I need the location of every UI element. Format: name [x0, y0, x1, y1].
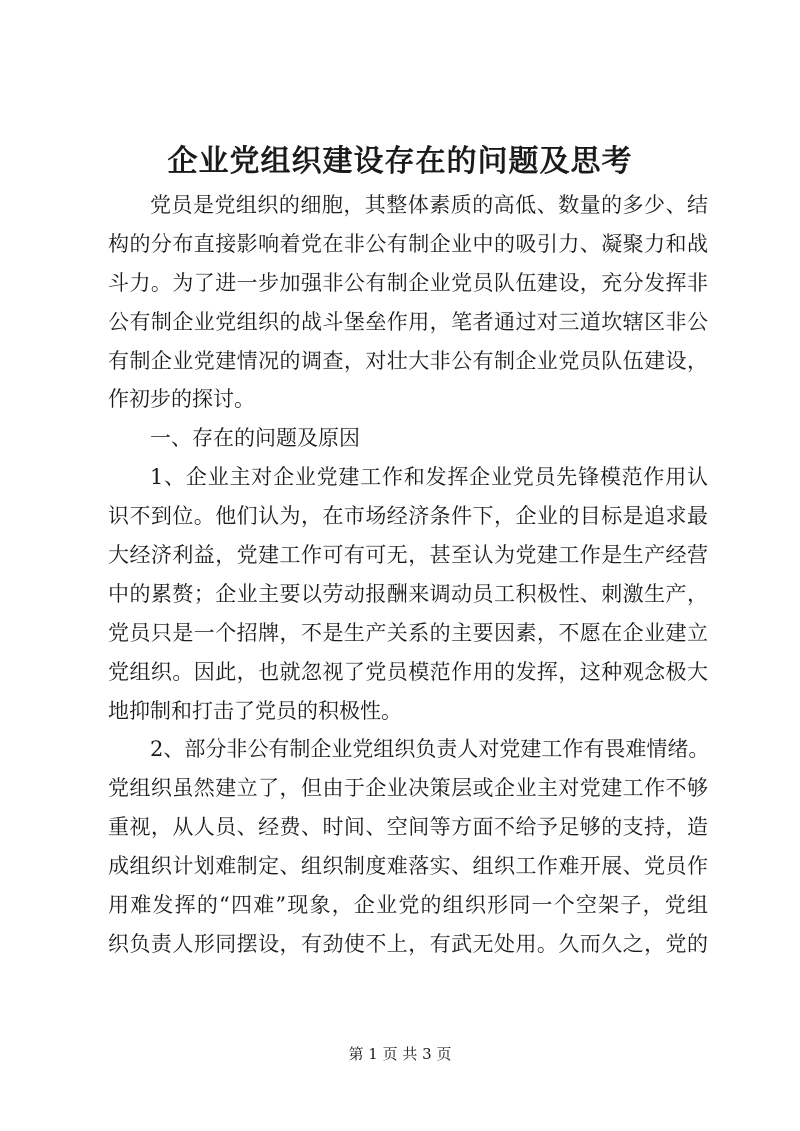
- paragraph-line: 党组织。因此，也就忽视了党员模范作用的发挥，这种观念极大: [108, 659, 708, 684]
- paragraph-line: 有制企业党建情况的调查，对壮大非公有制企业党员队伍建设，: [108, 348, 708, 373]
- paragraph-line: 织负责人形同摆设，有劲使不上，有武无处用。久而久之，党的: [108, 931, 708, 956]
- paragraph-line: 用难发挥的“四难”现象，企业党的组织形同一个空架子，党组: [108, 893, 708, 918]
- document-title: 企业党组织建设存在的问题及思考: [167, 144, 633, 179]
- paragraph-line: 公有制企业党组织的战斗堡垒作用，笔者通过对三道坎辖区非公: [108, 309, 708, 334]
- paragraph-line: 识不到位。他们认为，在市场经济条件下，企业的目标是追求最: [108, 504, 708, 529]
- paragraph-line: 大经济利益，党建工作可有可无，甚至认为党建工作是生产经营: [108, 543, 708, 568]
- section-heading: 一、存在的问题及原因: [150, 426, 360, 451]
- paragraph-line: 党组织虽然建立了，但由于企业决策层或企业主对党建工作不够: [108, 776, 708, 801]
- paragraph-line: 作初步的探讨。: [108, 387, 255, 412]
- paragraph-line: 重视，从人员、经费、时间、空间等方面不给予足够的支持，造: [108, 815, 708, 840]
- paragraph-line: 中的累赘；企业主要以劳动报酬来调动员工积极性、刺激生产，: [108, 581, 708, 606]
- page-footer: 第 1 页 共 3 页: [348, 1045, 452, 1063]
- paragraph-line: 斗力。为了进一步加强非公有制企业党员队伍建设，充分发挥非: [108, 270, 708, 295]
- document-body: [108, 186, 708, 964]
- paragraph-line: 地抑制和打击了党员的积极性。: [108, 698, 402, 723]
- paragraph-line: 成组织计划难制定、组织制度难落实、组织工作难开展、党员作: [108, 854, 708, 879]
- paragraph-line: 党员是党组织的细胞，其整体素质的高低、数量的多少、结: [150, 193, 708, 217]
- paragraph-line: 1、企业主对企业党建工作和发挥企业党员先锋模范作用认: [150, 465, 708, 490]
- paragraph-line: 构的分布直接影响着党在非公有制企业中的吸引力、凝聚力和战: [108, 231, 708, 256]
- paragraph-line: 党员只是一个招牌，不是生产关系的主要因素，不愿在企业建立: [108, 620, 708, 645]
- paragraph-line: 2、部分非公有制企业党组织负责人对党建工作有畏难情绪。: [150, 737, 710, 762]
